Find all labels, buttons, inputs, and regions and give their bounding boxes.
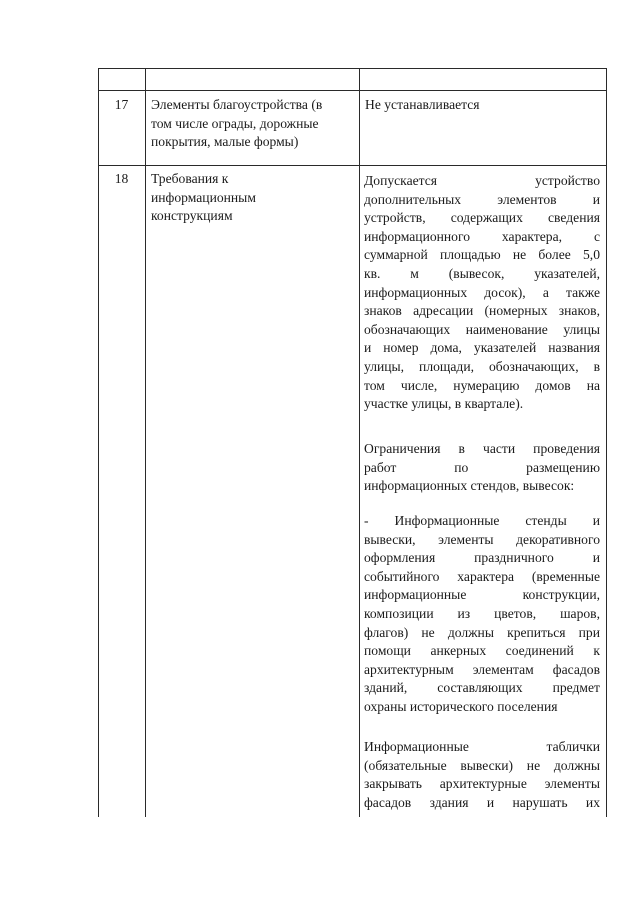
row-17-name: Элементы благоустройства (в том числе ограды, дорожные покрытия, малые формы) <box>151 97 323 150</box>
row-17-value: Не устанавливается <box>365 97 480 112</box>
text-line: - Информационные стенды и <box>364 513 600 528</box>
row-18-value <box>364 172 600 817</box>
header-row-border <box>98 90 607 91</box>
column-divider-1 <box>145 68 146 817</box>
text-line: оформления праздничного и <box>364 550 600 566</box>
text-line: участке улицы, в квартале). <box>364 396 524 412</box>
paragraph-restrictions <box>364 440 600 496</box>
table-top-border <box>98 68 607 69</box>
table-right-border <box>606 68 607 817</box>
text-line: том числе, нумерацию домов на <box>364 377 600 393</box>
text-line: суммарной площадью не более 5,0 <box>364 247 600 263</box>
paragraph-address-signs <box>364 172 600 414</box>
text-line: фасадов здания и нарушать их <box>364 794 600 810</box>
text-line: помощи анкерных соединений к <box>364 643 600 659</box>
text-line: улицы, площади, обозначающих, в <box>364 358 600 374</box>
text-line: Допускается устройство <box>364 173 600 188</box>
text-line: знаков адресации (номерных знаков, <box>364 303 600 319</box>
text-line: Информационные таблички <box>364 739 600 754</box>
text-line: охраны исторического поселения <box>364 698 558 714</box>
row-18-name: Требования к информационным конструкциям <box>151 171 256 224</box>
text-line: информационных досок), а также <box>364 284 600 300</box>
text-line: архитектурным элементам фасадов <box>364 661 600 677</box>
row-18-number: 18 <box>114 171 129 186</box>
paragraph-stands-mounting <box>364 512 600 717</box>
text-line: закрывать архитектурные элементы <box>364 776 600 792</box>
text-line: Ограничения в части проведения <box>364 441 600 456</box>
row-17-bottom-border <box>98 165 607 166</box>
text-line: устройств, содержащих сведения <box>364 210 600 226</box>
text-line: флагов) не должны крепиться при <box>364 624 600 640</box>
text-line: зданий, составляющих предмет <box>364 680 600 696</box>
row-17-number: 17 <box>114 97 129 112</box>
text-line: информационного характера, с <box>364 228 600 244</box>
text-line: дополнительных элементов и <box>364 191 600 207</box>
text-line: событийного характера (временные <box>364 568 600 584</box>
text-line: информационных стендов, вывесок: <box>364 478 575 494</box>
text-line: вывески, элементы декоративного <box>364 531 600 547</box>
paragraph-signboards <box>364 738 600 812</box>
text-line: работ по размещению <box>364 459 600 475</box>
text-line: и номер дома, указателей названия <box>364 340 600 356</box>
column-divider-2 <box>359 68 360 817</box>
text-line: кв. м (вывесок, указателей, <box>364 265 600 281</box>
text-line: композиции из цветов, шаров, <box>364 605 600 621</box>
text-line: информационные конструкции, <box>364 587 600 603</box>
text-line: обозначающих наименование улицы <box>364 321 600 337</box>
text-line: (обязательные вывески) не должны <box>364 757 600 773</box>
